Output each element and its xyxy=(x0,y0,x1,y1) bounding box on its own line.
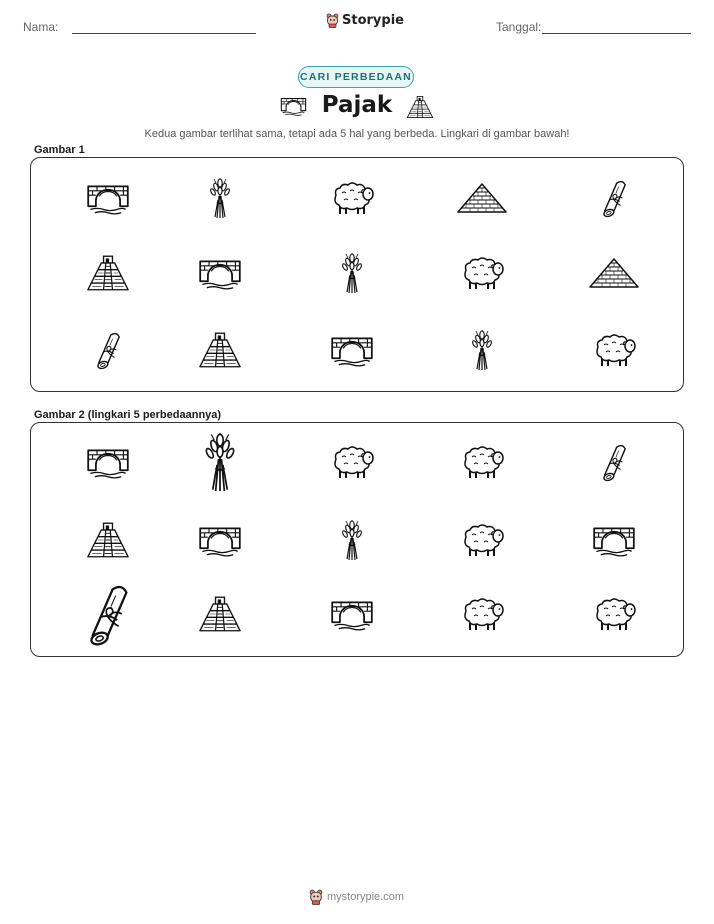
bridge-icon[interactable] xyxy=(592,524,636,557)
sheep-icon[interactable] xyxy=(460,523,504,557)
wheat-icon[interactable] xyxy=(341,520,363,560)
page-title: Pajak xyxy=(321,92,393,118)
bridge-icon[interactable] xyxy=(330,598,374,631)
wheat-icon xyxy=(471,330,493,370)
bridge-icon xyxy=(330,334,374,367)
pyramid-icon xyxy=(456,182,508,214)
wheat-large-icon[interactable] xyxy=(204,432,236,492)
bridge-icon[interactable] xyxy=(86,446,130,479)
sheep-icon xyxy=(460,256,504,290)
step-pyramid-icon[interactable] xyxy=(195,595,245,633)
storypie-mascot-icon xyxy=(326,13,339,28)
footer-url[interactable]: mystorypie.com xyxy=(327,891,405,903)
wheat-icon xyxy=(341,253,363,293)
brand-name: Storypie xyxy=(342,13,404,28)
bridge-icon xyxy=(86,182,130,215)
bridge-icon[interactable] xyxy=(198,524,242,557)
step-pyramid-icon[interactable] xyxy=(83,521,133,559)
storypie-mascot-icon xyxy=(309,889,323,905)
sheep-icon xyxy=(592,333,636,367)
instruction-text: Kedua gambar terlihat sama, tetapi ada 5 hal yang berbeda. Lingkari di gambar bawah! xyxy=(144,128,570,140)
bridge-icon xyxy=(198,257,242,290)
scroll-large-icon[interactable] xyxy=(85,580,131,648)
footer xyxy=(309,889,404,905)
date-line[interactable] xyxy=(542,33,691,34)
picture2-label: Gambar 2 (lingkari 5 perbedaannya) xyxy=(34,409,222,421)
step-pyramid-icon xyxy=(195,331,245,369)
scroll-icon xyxy=(94,329,122,371)
pyramid-icon xyxy=(588,257,640,289)
title-step-pyramid-icon xyxy=(404,95,436,119)
wheat-icon xyxy=(209,178,231,218)
sheep-icon[interactable] xyxy=(460,445,504,479)
brand-logo xyxy=(326,13,404,28)
name-label: Nama: xyxy=(23,20,59,34)
sheep-icon[interactable] xyxy=(330,445,374,479)
step-pyramid-icon xyxy=(83,254,133,292)
date-label: Tanggal: xyxy=(496,20,542,34)
scroll-icon xyxy=(600,177,628,219)
sheep-icon[interactable] xyxy=(592,597,636,631)
scroll-icon[interactable] xyxy=(600,441,628,483)
sheep-icon xyxy=(330,181,374,215)
name-line[interactable] xyxy=(72,33,256,34)
activity-badge: CARI PERBEDAAN xyxy=(298,66,414,88)
sheep-icon[interactable] xyxy=(460,597,504,631)
picture1-label: Gambar 1 xyxy=(34,144,85,156)
